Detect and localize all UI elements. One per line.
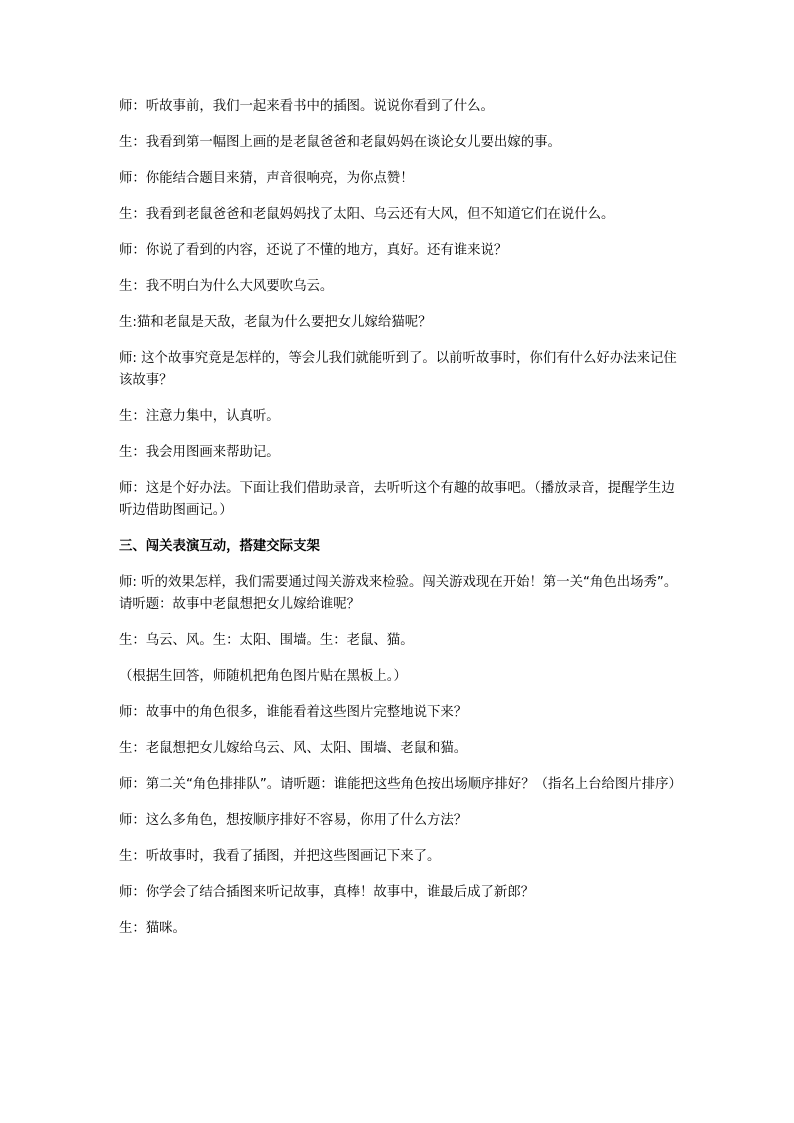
document-page (119, 96, 681, 954)
paragraph: 师：你说了看到的内容，还说了不懂的地方，真好。还有谁来说？ (119, 243, 508, 258)
paragraph: 生：乌云、风。生：太阳、围墙。生：老鼠、猫。 (119, 633, 414, 648)
section-heading: 三、闯关表演互动，搭建交际支架 (119, 539, 320, 554)
paragraph: 生：猫咪。 (119, 921, 186, 936)
paragraph: 生:猫和老鼠是天敌，老鼠为什么要把女儿嫁给猫呢？ (119, 315, 432, 330)
paragraph: 生：听故事时，我看了插图，并把这些图画记下来了。 (119, 849, 441, 864)
paragraph: 生：老鼠想把女儿嫁给乌云、风、太阳、围墙、老鼠和猫。 (119, 741, 468, 756)
paragraph: 师：你能结合题目来猜，声音很响亮，为你点赞！ (119, 171, 414, 186)
paragraph: 师：听故事前，我们一起来看书中的插图。说说你看到了什么。 (119, 99, 494, 114)
paragraph: 师: 听的效果怎样，我们需要通过闯关游戏来检验。闯关游戏现在开始！第一关“角色出场秀”。请听题：故事中老鼠想把女儿嫁给谁呢？ (119, 575, 678, 612)
paragraph: 生：注意力集中，认真听。 (119, 409, 280, 424)
paragraph: 师：故事中的角色很多，谁能看着这些图片完整地说下来？ (119, 705, 468, 720)
paragraph: 师：第二关“角色排排队”。请听题：谁能把这些角色按出场顺序排好？（指名上台给图片排序） (119, 777, 682, 792)
paragraph: 生：我会用图画来帮助记。 (119, 445, 280, 460)
paragraph: 生：我看到老鼠爸爸和老鼠妈妈找了太阳、乌云还有大风，但不知道它们在说什么。 (119, 207, 615, 222)
paragraph: 生：我不明白为什么大风要吹乌云。 (119, 279, 334, 294)
paragraph: 师：你学会了结合插图来听记故事，真棒！故事中，谁最后成了新郎？ (119, 885, 535, 900)
paragraph: 师：这是个好办法。下面让我们借助录音，去听听这个有趣的故事吧。（播放录音，提醒学生边听边借助图画记。） (119, 481, 675, 518)
paragraph: 生：我看到第一幅图上画的是老鼠爸爸和老鼠妈妈在谈论女儿要出嫁的事。 (119, 135, 561, 150)
paragraph: 师: 这个故事究竟是怎样的，等会儿我们就能听到了。以前听故事时，你们有什么好办法来记住该故事？ (119, 351, 677, 388)
paragraph: （根据生回答，师随机把角色图片贴在黑板上。） (119, 669, 407, 684)
paragraph: 师：这么多角色，想按顺序排好不容易，你用了什么方法？ (119, 813, 468, 828)
